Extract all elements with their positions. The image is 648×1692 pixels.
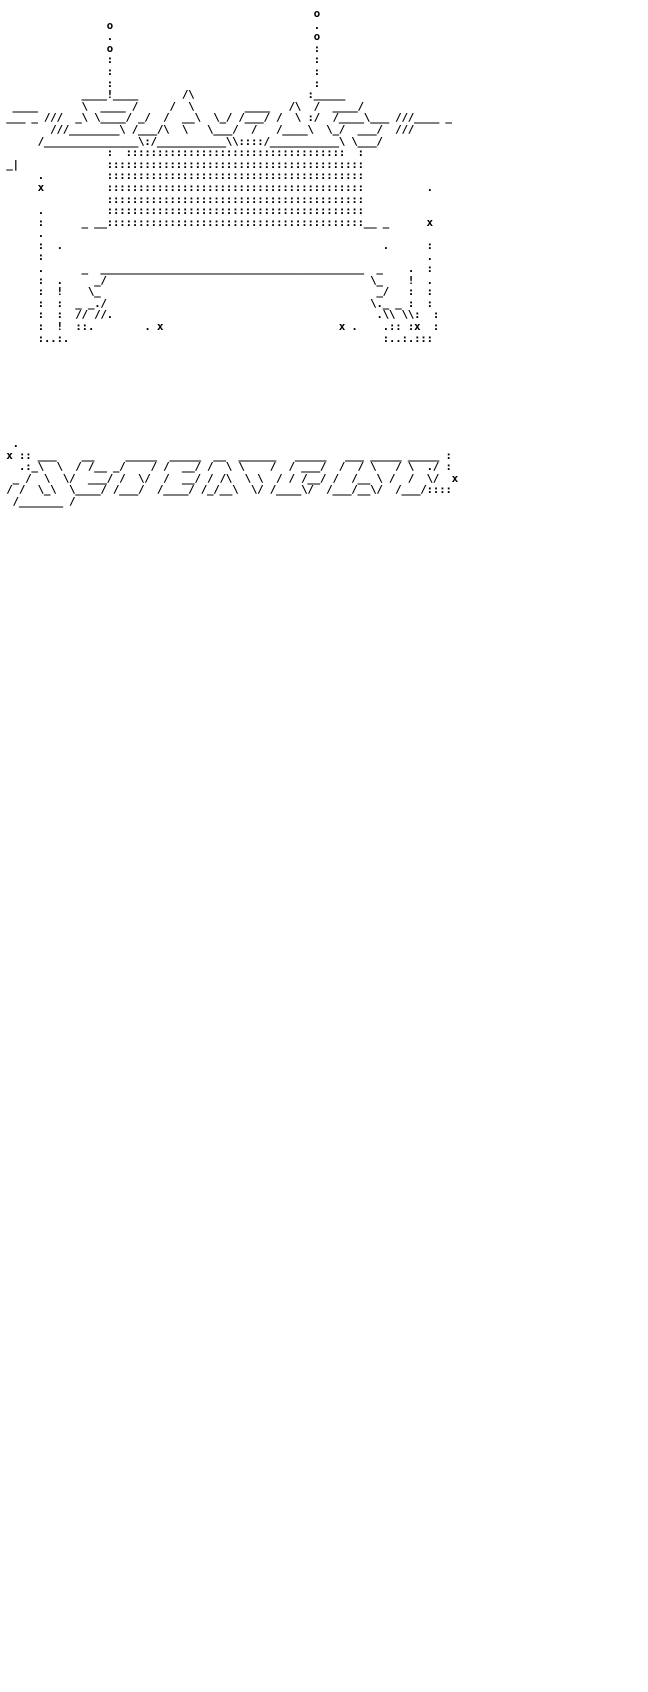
babas-logo-art: o o . . o o : : : : : : : ____!____ /\ :_____ ____ \ ____ / / \ ____ /\ / ____/ ___ _ /// _\ \____/ _/ / __\ \_/ /___/ / \ :/ /____\___ ///____ _ ///________\ /___/\ \ \___/ / /____\ \_/ ___/ /// /_______________\:/___________\\::::/___________\ \___/ : ::::::::::::::::::::::::::::::::::: : _| ::::::::::::::::::::::::::::::::::::::::: . ::::::::::::::::::::::::::::::::::::::::: x ::::::::::::::::::::::::::::::::::::::::: . ::::::::::::::::::::::::::::::::::::::::: . ::::::::::::::::::::::::::::::::::::::::: : _ __:::::::::::::::::::::::::::::::::::::::::__ _ x . : . . : : . . _ __________________________________________ _ . : : . _/ \_ ! . : ! \_ _/ : : : : _ _./ \._ _ : : : : // //. .\\ \\: : : ! ::. . x x . .:: :x : :..:. :..:.::: xyxy=(6,7,452,345)
metadata-header-art: . x :: ___ __ _____ _____ __ ______ _____ ___ _____ _____ : .:_\ \ / /__ _/ / / __/ / \ \ / / ___/ / / \ / \ ./ : _ / \ \/ ___/ / \/ / __/ / /\ \ \ / / /__/ / /__ \ / / \/ x / / \_\ \____/ /___/ /____/ /_/__\ \/ /____\/ /___/__\/ /___/:::: /_______ / xyxy=(6,437,458,508)
